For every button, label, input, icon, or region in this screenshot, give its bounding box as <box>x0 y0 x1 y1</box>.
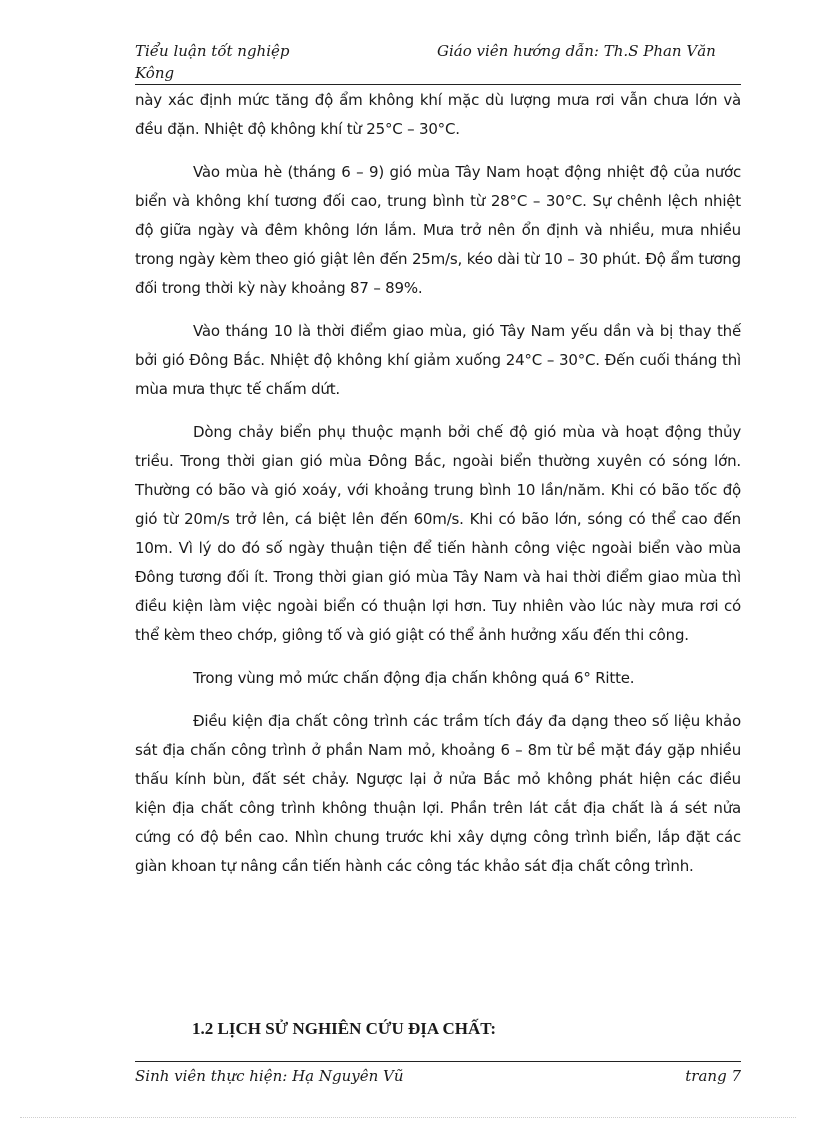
header-thesis-title: Tiểu luận tốt nghiệp Kông <box>135 42 290 82</box>
paragraph-seismic: Trong vùng mỏ mức chấn động địa chấn không quá 6° Ritte. <box>193 669 635 687</box>
header-supervisor: Giáo viên hướng dẫn: Th.S Phan Văn <box>437 42 716 60</box>
page-header <box>135 40 741 84</box>
body-text <box>135 86 741 881</box>
paragraph-engineering-geology: Điều kiện địa chất công trình các trầm tích đáy đa dạng theo số liệu khảo sát địa chấn công trình ở phần Nam mỏ, khoảng 6 – 8m từ bề mặt đáy gặp nhiều thấu kính bùn, đất sét chảy. Ngược lại ở nửa Bắc mỏ không phát hiện các điều kiện địa chất công trình không thuận lợi. Phần trên lát cắt địa chất là á sét nửa cứng có độ bền cao. Nhìn chung trước khi xây dựng công trình biển, lắp đặt các giàn khoan tự nâng cần tiến hành các công tác khảo sát địa chất công trình. <box>135 712 741 875</box>
page-bottom-edge <box>20 1117 796 1118</box>
paragraph-continuation: này xác định mức tăng độ ẩm không khí mặc dù lượng mưa rơi vẫn chưa lớn và đều đặn. Nhiệt độ không khí từ 25°C – 30°C. <box>135 91 741 138</box>
paragraph-october-transition: Vào tháng 10 là thời điểm giao mùa, gió Tây Nam yếu dần và bị thay thế bởi gió Đông Bắc. Nhiệt độ không khí giảm xuống 24°C – 30°C. Đến cuối tháng thì mùa mưa thực tế chấm dứt. <box>135 322 741 398</box>
footer-divider <box>135 1061 741 1062</box>
header-divider <box>135 84 741 85</box>
footer-student: Sinh viên thực hiện: Hạ Nguyên Vũ <box>135 1067 404 1085</box>
page-number: trang 7 <box>685 1067 741 1085</box>
section-heading: 1.2 LỊCH SỬ NGHIÊN CỨU ĐỊA CHẤT: <box>192 1019 496 1038</box>
paragraph-summer-monsoon: Vào mùa hè (tháng 6 – 9) gió mùa Tây Nam hoạt động nhiệt độ của nước biển và không khí tương đối cao, trung bình từ 28°C – 30°C. Sự chênh lệch nhiệt độ giữa ngày và đêm không lớn lắm. Mưa trở nên ổn định và nhiều, mưa nhiều trong ngày kèm theo gió giật lên đến 25m/s, kéo dài từ 10 – 30 phút. Độ ẩm tương đối trong thời kỳ này khoảng 87 – 89%. <box>135 163 741 297</box>
paragraph-sea-currents: Dòng chảy biển phụ thuộc mạnh bởi chế độ gió mùa và hoạt động thủy triều. Trong thời gian gió mùa Đông Bắc, ngoài biển thường xuyên có sóng lớn. Thường có bão và gió xoáy, với khoảng trung bình 10 lần/năm. Khi có bão tốc độ gió từ 20m/s trở lên, cá biệt lên đến 60m/s. Khi có bão lớn, sóng có thể cao đến 10m. Vì lý do đó số ngày thuận tiện để tiến hành công việc ngoài biển vào mùa Đông tương đối ít. Trong thời gian gió mùa Tây Nam và hai thời điểm giao mùa thì điều kiện làm việc ngoài biển có thuận lợi hơn. Tuy nhiên vào lúc này mưa rơi có thể kèm theo chớp, giông tố và gió giật có thể ảnh hưởng xấu đến thi công. <box>135 423 741 644</box>
page-footer <box>135 1065 741 1087</box>
